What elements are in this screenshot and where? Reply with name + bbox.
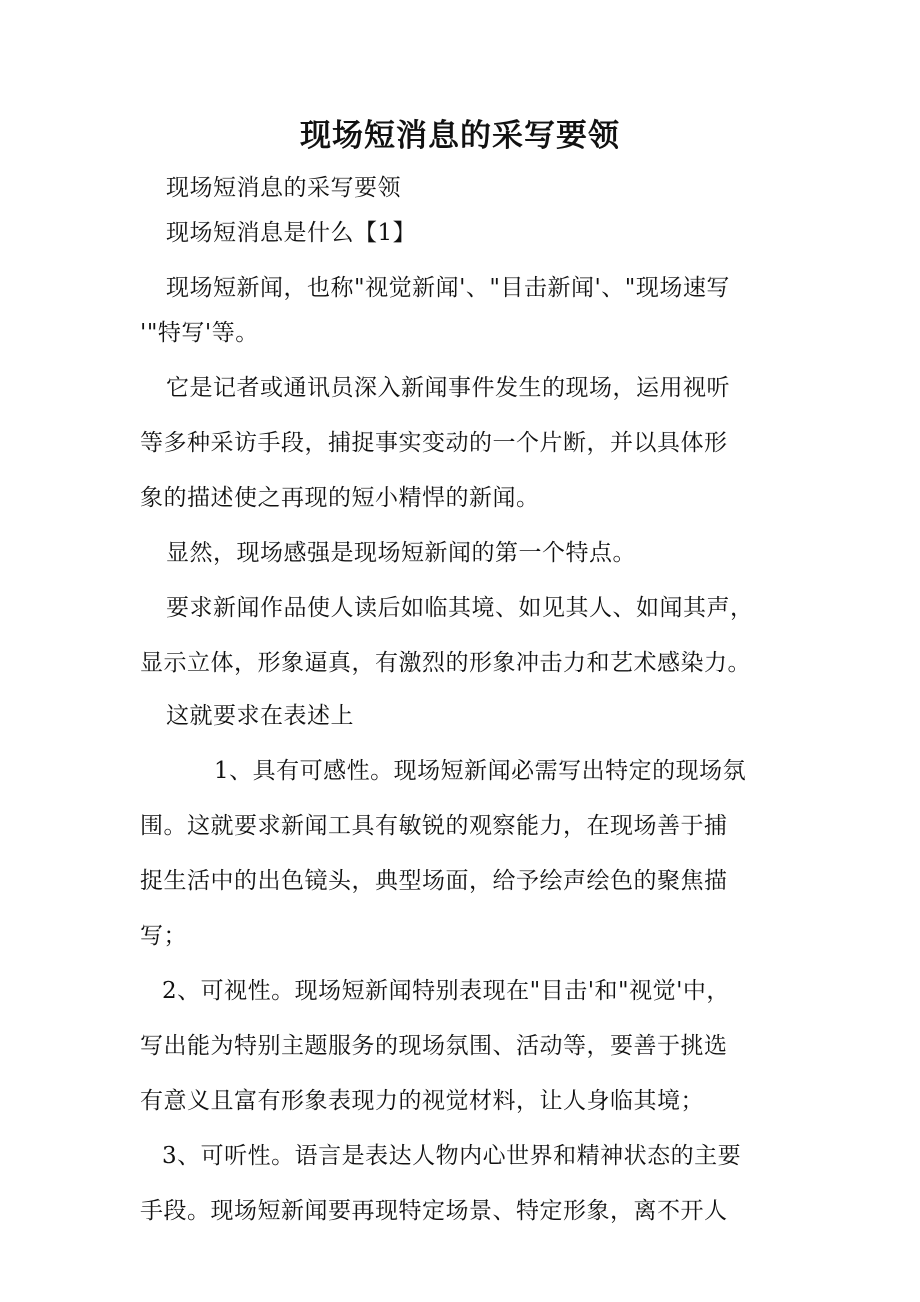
paragraph-line: 写； [140,923,187,949]
paragraph-line: 围。这就要求新闻工具有敏锐的观察能力，在现场善于捕 [140,813,728,839]
document-title: 现场短消息的采写要领 [300,118,620,154]
paragraph-line: 2、可视性。现场短新闻特别表现在"目击'和"视觉'中， [162,978,730,1004]
paragraph-line: 象的描述使之再现的短小精悍的新闻。 [140,485,540,511]
paragraph-line: 捉生活中的出色镜头，典型场面，给予绘声绘色的聚焦描 [140,868,728,894]
paragraph-line: 写出能为特别主题服务的现场氛围、活动等，要善于挑选 [140,1033,728,1059]
paragraph-line: 现场短消息的采写要领 [166,175,401,201]
paragraph-line: 这就要求在表述上 [166,703,354,729]
paragraph-line: 要求新闻作品使人读后如临其境、如见其人、如闻其声， [166,595,754,621]
paragraph-line: 现场短新闻，也称"视觉新闻'、"目击新闻'、"现场速写 [166,275,730,301]
paragraph-line: 3、可听性。语言是表达人物内心世界和精神状态的主要 [162,1143,742,1169]
document-body-section-2 [140,694,780,1234]
paragraph-line: 有意义且富有形象表现力的视觉材料，让人身临其境； [140,1088,704,1114]
paragraph-line: 显示立体，形象逼真，有激烈的形象冲击力和艺术感染力。 [140,650,751,676]
paragraph-line: '"特写'等。 [140,320,259,346]
document-body-section-1 [140,166,780,686]
paragraph-line: 等多种采访手段，捕捉事实变动的一个片断，并以具体形 [140,430,728,456]
paragraph-line: 1、具有可感性。现场短新闻必需写出特定的现场氛 [214,758,747,784]
paragraph-line: 它是记者或通讯员深入新闻事件发生的现场，运用视听 [166,375,730,401]
paragraph-line: 现场短消息是什么【1】 [166,220,417,246]
paragraph-line: 手段。现场短新闻要再现特定场景、特定形象，离不开人 [140,1198,728,1224]
paragraph-line: 显然，现场感强是现场短新闻的第一个特点。 [166,540,636,566]
